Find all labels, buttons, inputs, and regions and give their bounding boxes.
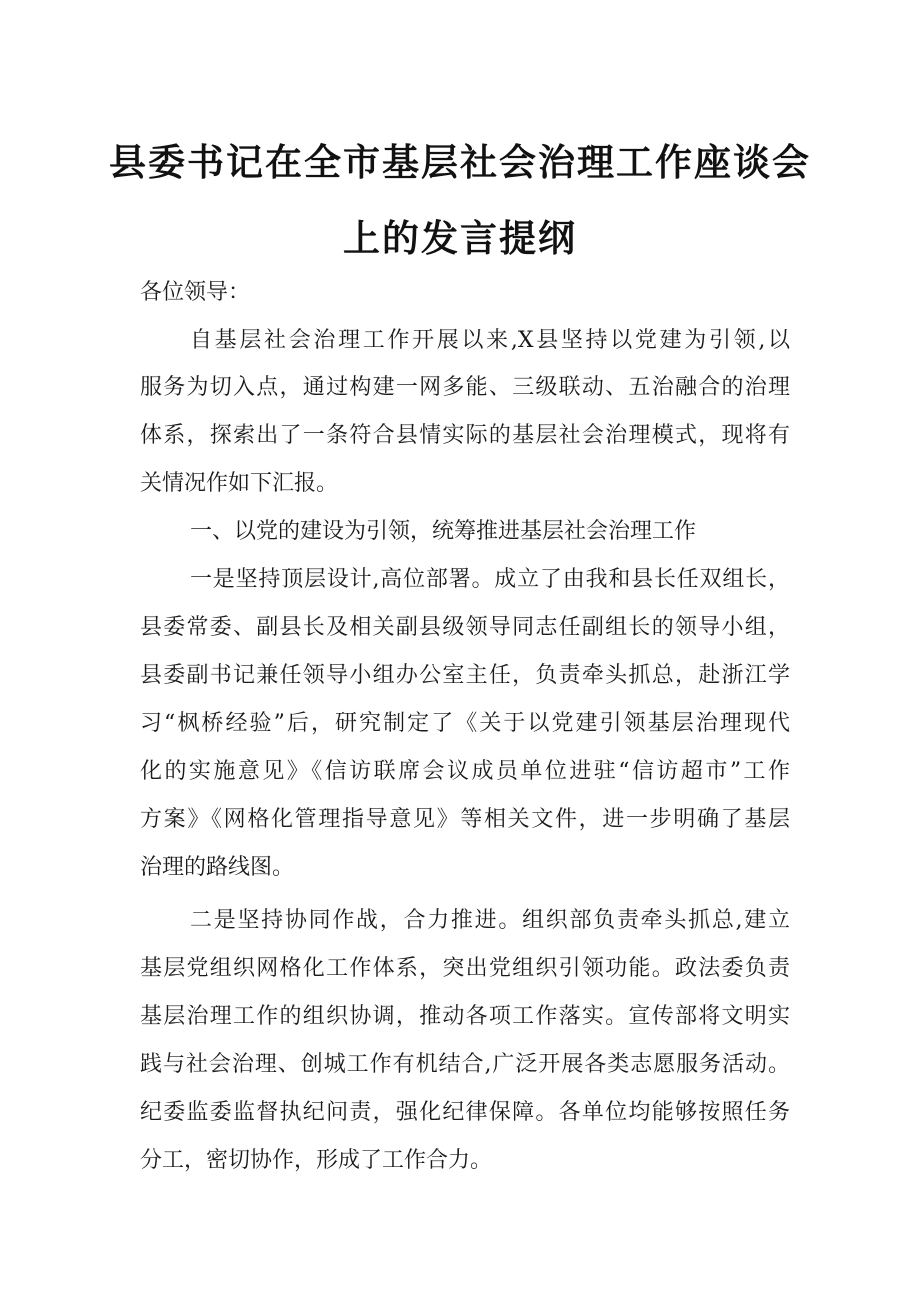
paragraph-2-line-4: 习“枫桥经验”后，研究制定了《关于以党建引领基层治理现代: [140, 711, 790, 736]
paragraph-1-line-3: 体系，探索出了一条符合县情实际的基层社会治理模式，现将有: [140, 423, 790, 448]
paragraph-2-line-7: 治理的路线图。: [140, 855, 295, 880]
document-title-line-2: 上的发言提纲: [343, 217, 577, 260]
paragraph-3-line-5: 纪委监委监督执纪问责，强化纪律保障。各单位均能够按照任务: [140, 1100, 790, 1125]
paragraph-1-line-4: 关情况作如下汇报。: [140, 471, 339, 496]
paragraph-3-line-3: 基层治理工作的组织协调，推动各项工作落实。宣传部将文明实: [140, 1004, 790, 1029]
paragraph-3-line-6: 分工，密切协作，形成了工作合力。: [140, 1148, 493, 1173]
paragraph-2-line-2: 县委常委、副县长及相关副县级领导同志任副组长的领导小组，: [140, 615, 790, 640]
document-title-line-1: 县委书记在全市基层社会治理工作座谈会: [109, 141, 811, 184]
paragraph-2-line-1: 一是坚持顶层设计,高位部署。成立了由我和县长任双组长，: [190, 567, 790, 592]
paragraph-2-line-5: 化的实施意见》《信访联席会议成员单位进驻“信访超市”工作: [140, 759, 790, 784]
paragraph-1-line-1: 自基层社会治理工作开展以来,X县坚持以党建为引领,以: [190, 328, 790, 353]
section-heading-1: 一、以党的建设为引领，统筹推进基层社会治理工作: [190, 519, 697, 544]
salutation: 各位领导：: [140, 280, 251, 305]
paragraph-1-line-2: 服务为切入点，通过构建一网多能、三级联动、五治融合的治理: [140, 375, 790, 400]
paragraph-3-line-1: 二是坚持协同作战，合力推进。组织部负责牵头抓总,建立: [190, 908, 790, 933]
paragraph-2-line-3: 县委副书记兼任领导小组办公室主任，负责牵头抓总，赴浙江学: [140, 663, 790, 688]
paragraph-3-line-4: 践与社会治理、创城工作有机结合,广泛开展各类志愿服务活动。: [140, 1052, 790, 1077]
paragraph-3-line-2: 基层党组织网格化工作体系，突出党组织引领功能。政法委负责: [140, 956, 790, 981]
paragraph-2-line-6: 方案》《网格化管理指导意见》等相关文件，进一步明确了基层: [140, 807, 790, 832]
